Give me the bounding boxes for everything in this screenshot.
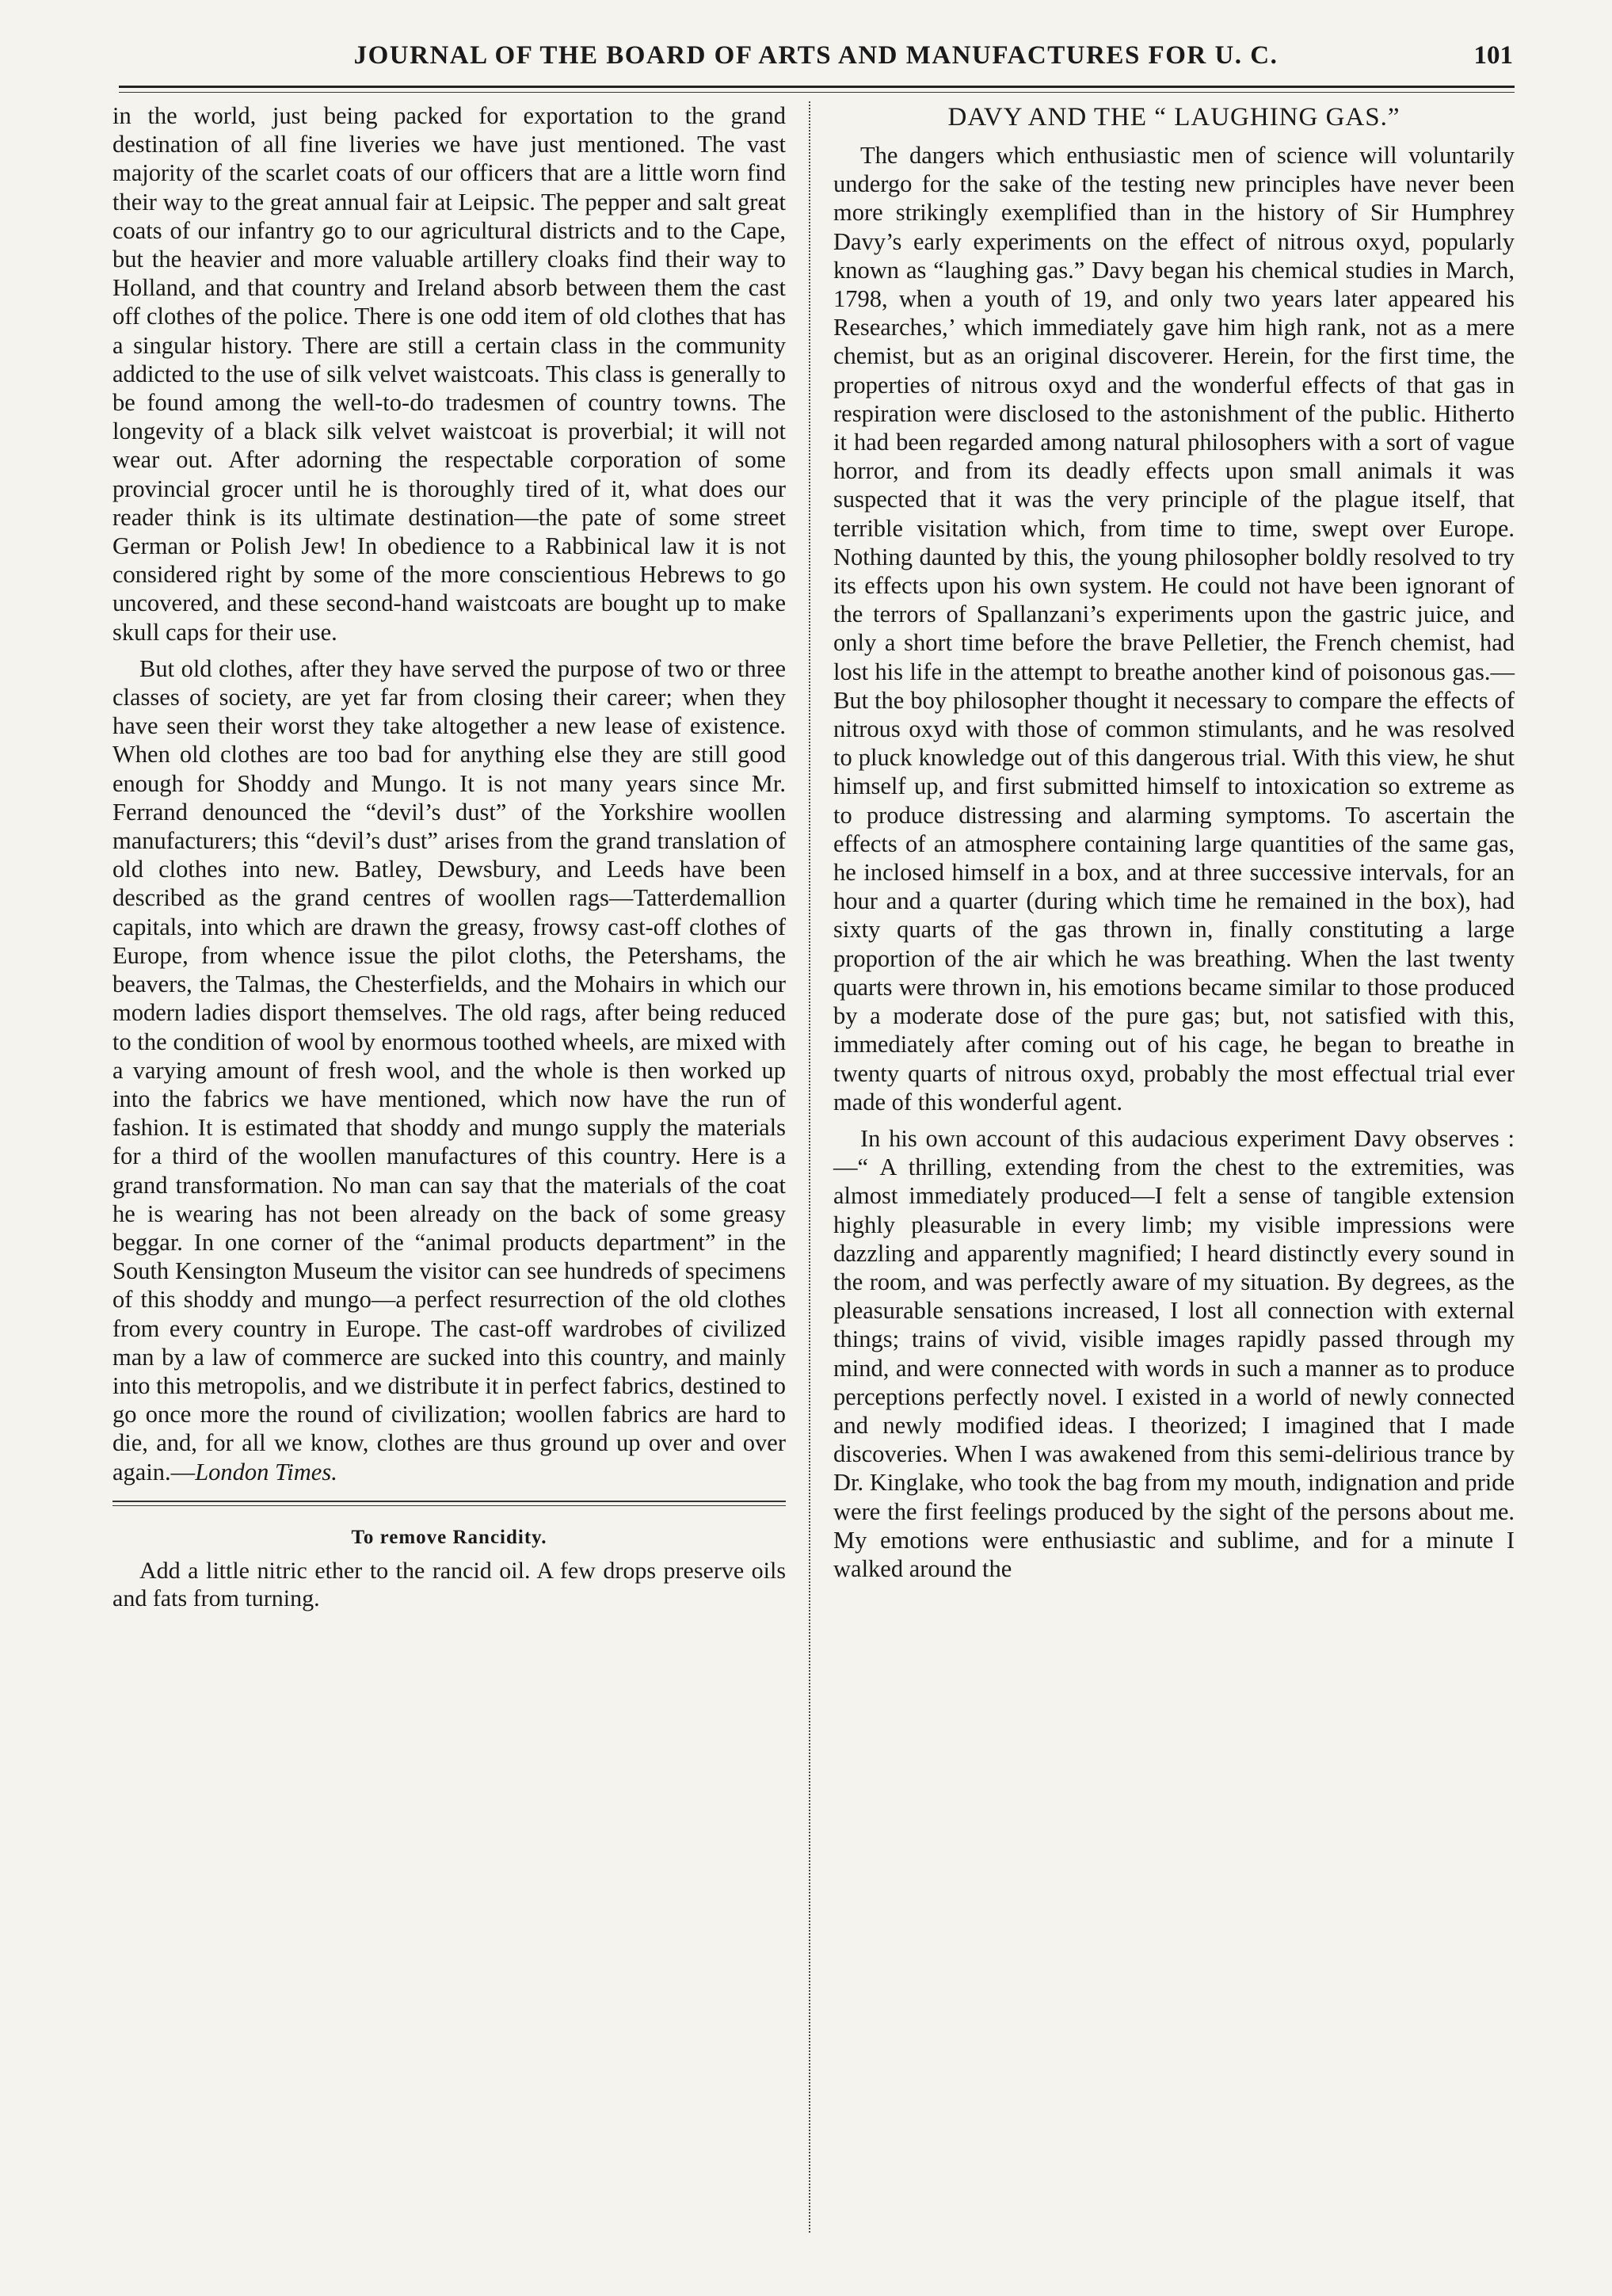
- column-divider: [809, 101, 810, 2233]
- header-rule: [119, 86, 1515, 88]
- article-paragraph: The dangers which enthusiastic men of science will voluntarily undergo for the sake of the testing new principles have never been more strikingly exemplified than in the history of Sir Humphrey Davy’s early experiments on the effect of nitrous oxyd, popularly known as “laughing gas.” Davy began his chemical studies in March, 1798, when a youth of 19, and only two years later appeared his Researches,’ which immediately gave him high rank, not as a mere chemist, but as an original discoverer. Herein, for the first time, the properties of nitrous oxyd and the wonderful effects of that gas in respiration were disclosed to the astonishment of the public. Hitherto it had been regarded among natural philosophers with a sort of vague horror, and from its deadly effects upon small animals it was suspected that it was the very principle of the plague itself, that terrible visitation which, from time to time, swept over Europe. Nothing daunted by this, the young philosopher boldly resolved to try its effects upon his own system. He could not have been ignorant of the terrors of Spallanzani’s experiments upon the gastric juice, and only a short time before the brave Pelletier, the French chemist, had lost his life in the attempt to breathe another kind of poisonous gas.—But the boy philosopher thought it necessary to compare the effects of nitrous oxyd with those of common stimulants, and he was resolved to pluck knowledge out of this dangerous trial. With this view, he shut himself up, and first submitted himself to intoxication so extreme as to produce distressing and alarming symptoms. To ascertain the effects of an atmosphere containing large quantities of the same gas, he inclosed himself in a box, and at three successive intervals, for an hour and a quarter (during which time he remained in the box), had sixty quarts of the gas thrown in, finally constituting a large proportion of the air which he was breathing. When the last twenty quarts were thrown in, his emotions became similar to those produced by a moderate dose of the pure gas; but, not satisfied with this, immediately after coming out of his cage, he began to breathe in twenty quarts of nitrous oxyd, probably the most effectual trial ever made of this wonderful agent.: [833, 142, 1515, 1116]
- header-rule-thin: [119, 92, 1515, 93]
- article-paragraph-text: But old clothes, after they have served the purpose of two or three classes of society, are yet far from closing their career; when they have seen their worst they take altogether a new lease of existence. When old clothes are too bad for anything else they are still good enough for Shoddy and Mungo. It is not many years since Mr. Ferrand denounced the “devil’s dust” of the Yorkshire woollen manufacturers; this “devil’s dust” arises from the grand translation of old clothes into new. Batley, Dewsbury, and Leeds have been described as the grand centres of woollen rags—Tatterdemallion capitals, into which are drawn the greasy, frowsy cast-off clothes of Europe, from whence issue the pilot cloths, the Petershams, the beavers, the Talmas, the Chesterfields, and the Mohairs in which our modern ladies disport themselves. The old rags, after being reduced to the condition of wool by enormous toothed wheels, are mixed with a varying amount of fresh wool, and the whole is then worked up into the fabrics we have mentioned, which now have the run of fashion. It is estimated that shoddy and mungo supply the materials for a third of the woollen manufactures of this country. Here is a grand transformation. No man can say that the materials of the coat he is wearing has not been already on the back of some greasy beggar. In one corner of the “animal products department” in the South Kensington Museum the visitor can see hundreds of specimens of this shoddy and mungo—a perfect resurrection of the old clothes from every country in Europe. The cast-off wardrobes of civilized man by a law of commerce are sucked into this country, and mainly into this metropolis, and we distribute it in perfect fabrics, destined to go once more the round of civilization; woollen fabrics are hard to die, and, for all we know, clothes are thus ground up over and over again.—: [112, 654, 786, 1486]
- article-paragraph: In his own account of this audacious experiment Davy observes :—“ A thrilling, extending from the chest to the extremities, was almost immediately produced—I felt a sense of tangible extension highly pleasurable in every limb; my visible impressions were dazzling and apparently magnified; I heard distinctly every sound in the room, and was perfectly aware of my situation. By degrees, as the pleasurable sensations increased, I lost all connection with external things; trains of vivid, visible images rapidly passed through my mind, and were connected with words in such a manner as to produce perceptions perfectly novel. I existed in a world of newly connected and newly modified ideas. I theorized; I imagined that I made discoveries. When I was awakened from this semi-delirious trance by Dr. Kinglake, who took the bag from my mouth, indignation and pride were the first feelings produced by the sight of the persons about me. My emotions were enthusiastic and sublime, and for a minute I walked around the: [833, 1124, 1515, 1582]
- section-separator: [112, 1501, 786, 1506]
- article-paragraph: [112, 654, 786, 1486]
- running-title: JOURNAL OF THE BOARD OF ARTS AND MANUFACTURES FOR U. C.: [353, 41, 1279, 70]
- running-head: [119, 35, 1513, 82]
- separator-rule-thin: [112, 1505, 786, 1506]
- page-number: 101: [1473, 41, 1513, 70]
- right-column: [833, 101, 1515, 1591]
- article-source: London Times.: [195, 1458, 337, 1486]
- note-text: Add a little nitric ether to the rancid oil. A few drops preserve oils and fats from turning.: [112, 1557, 786, 1611]
- article-title: DAVY AND THE “ LAUGHING GAS.”: [947, 103, 1400, 132]
- note-title: To remove Rancidity.: [351, 1526, 547, 1548]
- left-column: [112, 101, 786, 1620]
- separator-rule: [112, 1501, 786, 1502]
- article-paragraph: in the world, just being packed for exportation to the grand destination of all fine liveries we have just mentioned. The vast majority of the scarlet coats of our officers that are a little worn find their way to the great annual fair at Leipsic. The pepper and salt great coats of our infantry go to our agricultural districts and to the Cape, but the heavier and more valuable artillery cloaks find their way to Holland, and that country and Ireland absorb between them the cast off clothes of the police. There is one odd item of old clothes that has a singular history. There are still a certain class in the community addicted to the use of silk velvet waistcoats. This class is generally to be found among the well-to-do tradesmen of country towns. The longevity of a black silk velvet waistcoat is proverbial; it will not wear out. After adorning the respectable corporation of some provincial grocer until he is thoroughly tired of it, what does our reader think is its ultimate destination—the pate of some street German or Polish Jew! In obedience to a Rabbinical law it is not considered right by some of the more conscientious Hebrews to go uncovered, and these second-hand waistcoats are bought up to make skull caps for their use.: [112, 102, 786, 646]
